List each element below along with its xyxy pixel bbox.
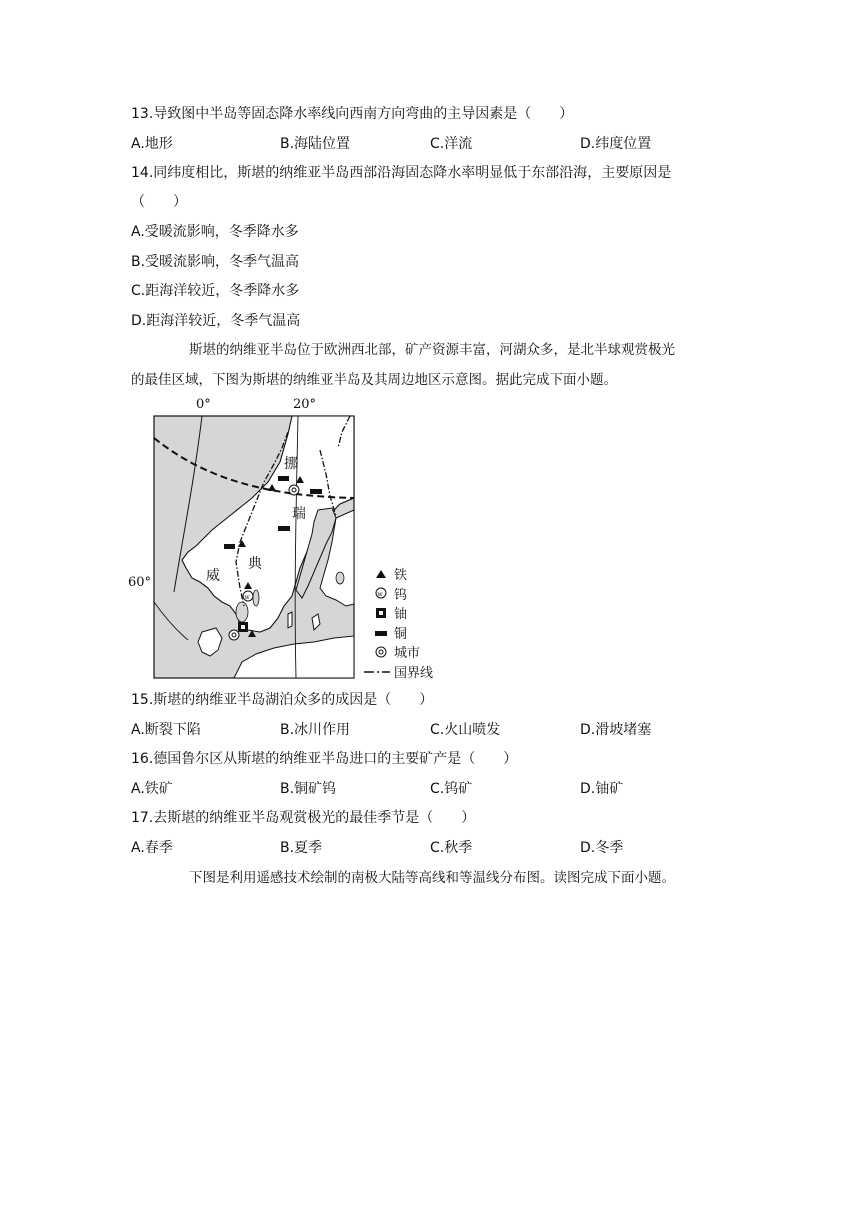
q16-option-d: D.铀矿: [580, 781, 624, 797]
copper-symbol-4: [224, 544, 235, 549]
q16-option-b: B.铜矿钨: [280, 781, 337, 797]
q13-option-b: B.海陆位置: [280, 136, 351, 152]
intro1-line1: 斯堪的纳维亚半岛位于欧洲西北部，矿产资源丰富，河湖众多，是北半球观赏极光: [189, 342, 675, 358]
q15-stem: 15.斯堪的纳维亚半岛湖泊众多的成因是（ ）: [131, 692, 434, 708]
label-dian: 典: [248, 556, 262, 572]
svg-text:w: w: [377, 591, 383, 598]
city-symbol-kiruna: [289, 485, 299, 495]
intro2-line1: 下图是利用遥感技术绘制的南极大陆等高线和等温线分布图。读图完成下面小题。: [189, 870, 675, 886]
q14-stem-line2: （ ）: [131, 194, 187, 210]
q15-option-b: B.冰川作用: [280, 722, 351, 738]
lon-label-20: 20°: [293, 397, 317, 412]
q17-option-d: D.冬季: [580, 840, 624, 856]
legend-city: 城市: [394, 646, 421, 661]
q14-stem-line1: 14.同纬度相比，斯堪的纳维亚半岛西部沿海固态降水率明显低于东部沿海，主要原因是: [131, 165, 672, 181]
triangle-icon: [376, 570, 386, 578]
label-rui: 瑞: [292, 506, 306, 522]
q15-option-d: D.滑坡堵塞: [580, 722, 652, 738]
lon-label-0: 0°: [196, 397, 211, 412]
q17-option-a: A.春季: [131, 840, 173, 856]
q16-stem: 16.德国鲁尔区从斯堪的纳维亚半岛进口的主要矿产是（ ）: [131, 751, 518, 767]
scandinavia-map: [124, 392, 454, 684]
lake-finland: [336, 572, 344, 584]
lat-label-60: 60°: [128, 575, 152, 590]
q16-option-a: A.铁矿: [131, 781, 173, 797]
q13-option-c: C.洋流: [430, 136, 473, 152]
intro1-line2: 的最佳区域，下图为斯堪的纳维亚半岛及其周边地区示意图。据此完成下面小题。: [131, 372, 617, 388]
q17-option-c: C.秋季: [430, 840, 473, 856]
legend-iron: 铁: [394, 568, 408, 583]
svg-text:w: w: [244, 594, 250, 601]
q15-option-a: A.断裂下陷: [131, 722, 201, 738]
q14-option-c: C.距海洋较近，冬季降水多: [131, 283, 300, 299]
bar-icon: [375, 631, 387, 636]
q16-option-c: C.钨矿: [430, 781, 473, 797]
city-symbol-2: [229, 630, 239, 640]
oland-island: [288, 612, 292, 628]
legend-border: 国界线: [394, 666, 434, 681]
map-legend: [364, 567, 433, 681]
copper-symbol-2: [278, 476, 289, 481]
legend-copper: 铜: [394, 627, 408, 642]
double-circle-icon: [376, 647, 386, 657]
q13-stem: 13.导致图中半岛等固态降水率线向西南方向弯曲的主导因素是（ ）: [131, 106, 574, 122]
label-wei: 威: [206, 568, 220, 584]
legend-uranium: 铀: [394, 607, 408, 622]
lake-vanern: [236, 602, 248, 622]
q17-stem: 17.去斯堪的纳维亚半岛观赏极光的最佳季节是（ ）: [131, 810, 476, 826]
q17-option-b: B.夏季: [280, 840, 323, 856]
copper-symbol-3: [278, 526, 290, 531]
q13-option-a: A.地形: [131, 136, 173, 152]
label-nuo: 挪: [284, 456, 298, 472]
q14-option-d: D.距海洋较近，冬季气温高: [131, 313, 301, 329]
q15-option-c: C.火山喷发: [430, 722, 501, 738]
copper-symbol-1: [310, 489, 322, 494]
lake-vattern: [253, 590, 259, 606]
legend-tungsten: 钨: [394, 588, 408, 603]
q14-option-b: B.受暖流影响，冬季气温高: [131, 254, 300, 270]
q14-option-a: A.受暖流影响，冬季降水多: [131, 224, 299, 240]
q13-option-d: D.纬度位置: [580, 136, 652, 152]
